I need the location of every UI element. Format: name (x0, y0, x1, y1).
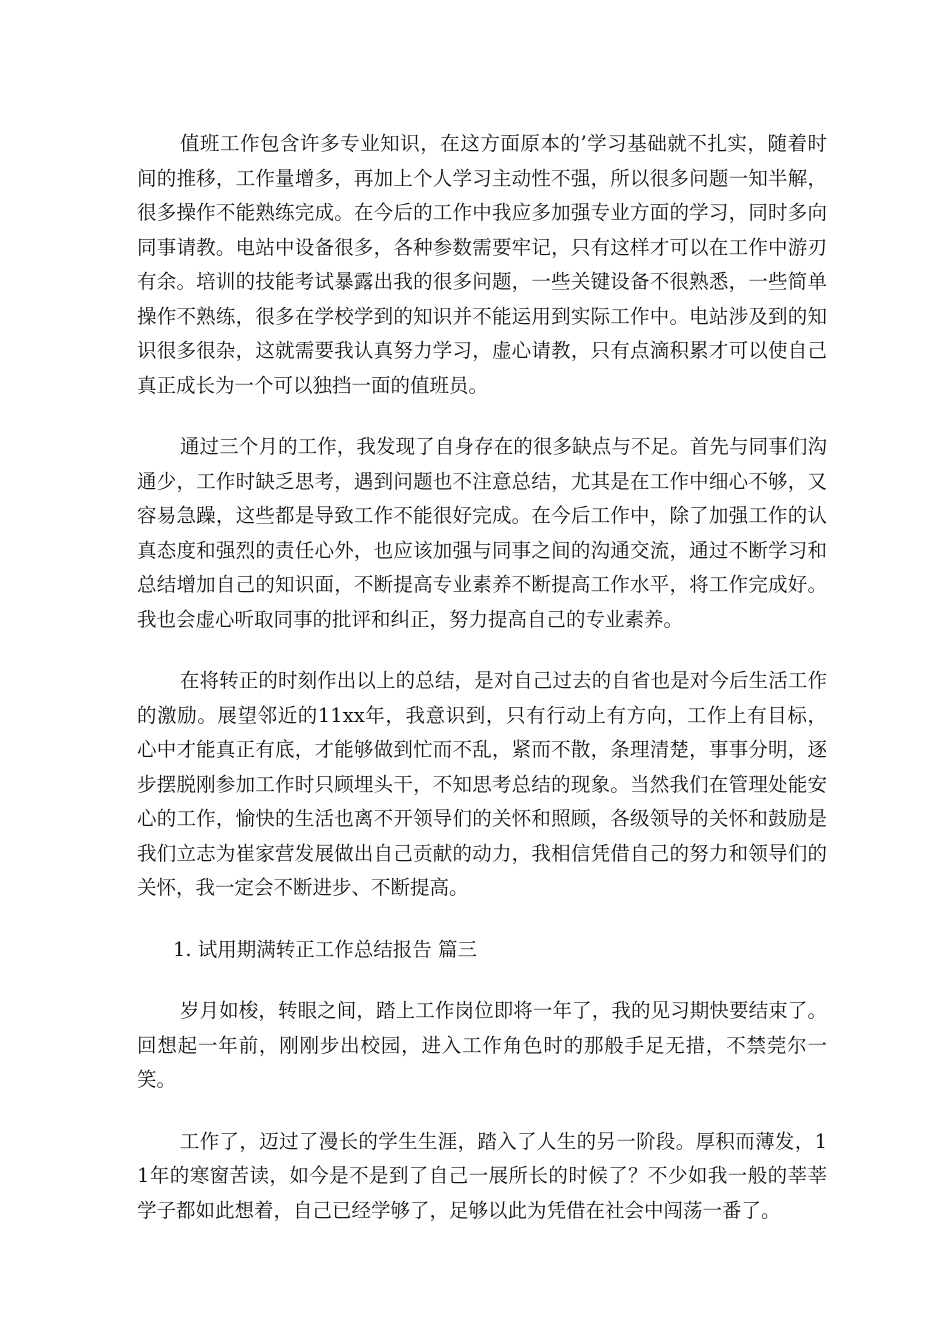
paragraph-shortcomings: 通过三个月的工作，我发现了自身存在的很多缺点与不足。首先与同事们沟通少，工作时缺乏思考，遇到问题也不注意总结，尤其是在工作中细心不够，又容易急躁，这些都是导致工作不能很好完成。在今后工作中，除了加强工作的认真态度和强烈的责任心外，也应该加强与同事之间的沟通交流，通过不断学习和总结增加自己的知识面，不断提高专业素养不断提高工作水平，将工作完成好。我也会虚心听取同事的批评和纠正，努力提高自己的专业素养。 (137, 435, 827, 631)
paragraph-new-stage: 工作了，迈过了漫长的学生生涯，踏入了人生的另一阶段。厚积而薄发，11年的寒窗苦读，如今是不是到了自己一展所长的时候了？不少如我一般的莘莘学子都如此想着，自己已经学够了，足够以此为凭借在社会中闯荡一番了。 (137, 1129, 827, 1222)
section-heading: 1. 试用期满转正工作总结报告 篇三 (173, 937, 478, 961)
paragraph-time-flies: 岁月如梭，转眼之间，踏上工作岗位即将一年了，我的见习期快要结束了。回想起一年前，刚刚步出校园，进入工作角色时的那般手足无措，不禁莞尔一笑。 (137, 999, 827, 1091)
paragraph-summary-outlook: 在将转正的时刻作出以上的总结，是对自己过去的自省也是对今后生活工作的激励。展望邻近的11xx年，我意识到，只有行动上有方向，工作上有目标，心中才能真正有底，才能够做到忙而不乱，紧而不散，条理清楚，事事分明，逐步摆脱刚参加工作时只顾埋头干，不知思考总结的现象。当然我们在管理处能安心的工作，愉快的生活也离不开领导们的关怀和照顾，各级领导的关怀和鼓励是我们立志为崔家营发展做出自己贡献的动力，我相信凭借自己的努力和领导们的关怀，我一定会不断进步、不断提高。 (137, 669, 827, 899)
document-body (137, 127, 827, 1255)
paragraph-duty-knowledge: 值班工作包含许多专业知识，在这方面原本的’学习基础就不扎实，随着时间的推移，工作量增多，再加上个人学习主动性不强，所以很多问题一知半解，很多操作不能熟练完成。在今后的工作中我应多加强专业方面的学习，同时多向同事请教。电站中设备很多，各种参数需要牢记，只有这样才可以在工作中游刃有余。培训的技能考试暴露出我的很多问题，一些关键设备不很熟悉，一些简单操作不熟练，很多在学校学到的知识并不能运用到实际工作中。电站涉及到的知识很多很杂，这就需要我认真努力学习，虚心请教，只有点滴积累才可以使自己真正成长为一个可以独挡一面的值班员。 (137, 132, 827, 397)
